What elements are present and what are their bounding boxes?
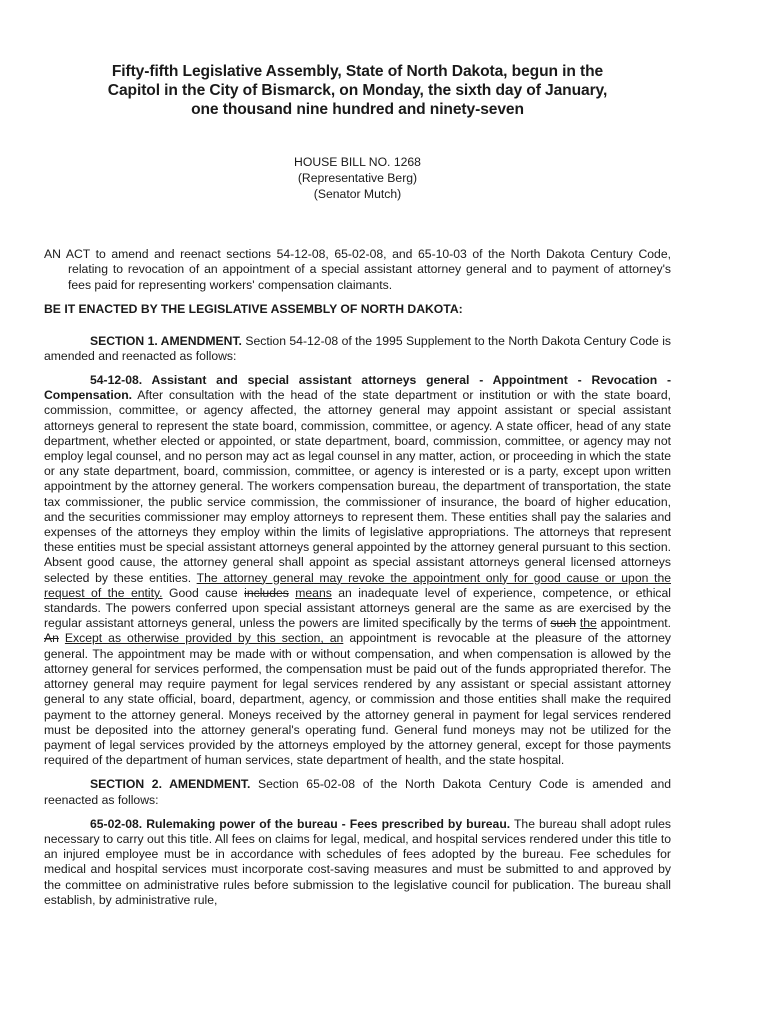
sponsor-representative: (Representative Berg) [297,171,418,185]
act-title-paragraph: AN ACT to amend and reenact sections 54-12-08, 65-02-08, and 65-10-03 of the North Dakota Century Code, relating to revocation of an appointment of a special assistant attorney general and to payment of attorney's fees paid for representing workers' compensation claimants. [44,247,671,292]
statute-text: appointment. [596,616,671,631]
section-1-paragraph [44,334,671,364]
inserted-text: Except as otherwise provided by this section, an [64,631,344,646]
deleted-text: such [550,616,577,631]
assembly-title [44,62,671,119]
enacting-clause: BE IT ENACTED BY THE LEGISLATIVE ASSEMBLY OF NORTH DAKOTA: [44,302,463,317]
section-2-heading: SECTION 2. AMENDMENT. [90,777,251,792]
sponsor-senator: (Senator Mutch) [313,187,402,201]
section-1-text: Section 54-12-08 of the 1995 Supplement to the North Dakota Century Code is amended and reenacted as follows: [44,333,671,363]
statute-text: The bureau shall adopt rules necessary to carry out this title. All fees on claims for legal, medical, and hospital services rendered under this title to an injured employee must be in accordance with schedules of fees adopted by the bureau. Fee schedules for medical and hospital services must incorporate cost-saving measures and must be submitted to and approved by the committee on administrative rules before submission to the legislative council for publication. The bureau shall establish, by administrative rule, [44,816,671,907]
section-2-text: Section 65-02-08 of the North Dakota Century Code is amended and reenacted as follows: [44,777,671,807]
statute-65-02-08-paragraph [44,817,671,908]
deleted-text: includes [244,585,289,600]
inserted-text: The attorney general may revoke the appointment only for good cause or upon the request of the entity. [44,570,672,600]
section-1-heading: SECTION 1. AMENDMENT. [90,333,242,348]
title-line-3: one thousand nine hundred and ninety-seven [191,101,524,118]
statute-54-12-08-heading: 54-12-08. Assistant and special assistant attorneys general - Appointment - Revocation - Compensation. [44,373,671,403]
title-line-1: Fifty-fifth Legislative Assembly, State of North Dakota, begun in the [111,63,604,80]
inserted-text: means [295,585,332,600]
statute-text: After consultation with the head of the state department or institution or with the state board, commission, committee, or agency affected, the attorney general may appoint assistant or special assistant attorneys general to represent the state board, commission, committee, or agency. A state officer, head of any state department, whether elected or appointed, or state department, board, commission, committee, or agency may not employ legal counsel, and no person may act as legal counsel in any matter, action, or proceeding in which the state or any state department, board, commission, committee, or agency is interested or is a party, except upon written appointment by the attorney general. The workers compensation bureau, the department of transportation, the state tax commissioner, the public service commission, the commissioner of insurance, the board of higher education, and the securities commissioner may employ attorneys to represent them. These entities shall pay the salaries and expenses of the attorneys they employ within the limits of legislative appropriations. The attorneys that represent these entities must be special assistant attorneys general appointed by the attorney general pursuant to this section. Absent good cause, the attorney general shall appoint as special assistant attorneys general licensed attorneys selected by these entities. [44,388,671,585]
statute-65-02-08-heading: 65-02-08. Rulemaking power of the bureau - Fees prescribed by bureau. [90,816,511,831]
statute-text: Good cause [162,585,245,600]
statute-text: an inadequate level of experience, competence, or ethical standards. The powers conferred upon special assistant attorneys general are the same as are exercised by the regular assistant attorneys general, unless the powers are limited specifically by the terms of [44,585,672,631]
title-line-2: Capitol in the City of Bismarck, on Monday, the sixth day of January, [107,82,608,99]
statute-54-12-08-paragraph [44,373,671,768]
section-2-paragraph [44,777,671,807]
inserted-text: the [579,616,597,631]
document-page [44,62,671,908]
deleted-text: An [44,631,59,646]
bill-identification [44,154,671,202]
bill-number: HOUSE BILL NO. 1268 [294,155,421,169]
statute-text: appointment is revocable at the pleasure of the attorney general. The appointment may be made with or without compensation, and when compensation is allowed by the attorney general for services performed, the compensation must be paid out of the funds appropriated therefor. The attorney general may require payment for legal services rendered by any assistant or special assistant attorney general to any state official, board, department, agency, or commission and those entities shall make the required payment to the attorney general. Moneys received by the attorney general in payment for legal services rendered must be deposited into the attorney general's operating fund. General fund moneys may not be utilized for the payment of legal services provided by the attorneys employed by the attorney general, except for those payments required of the department of human services, state department of health, and the state hospital. [44,631,672,768]
